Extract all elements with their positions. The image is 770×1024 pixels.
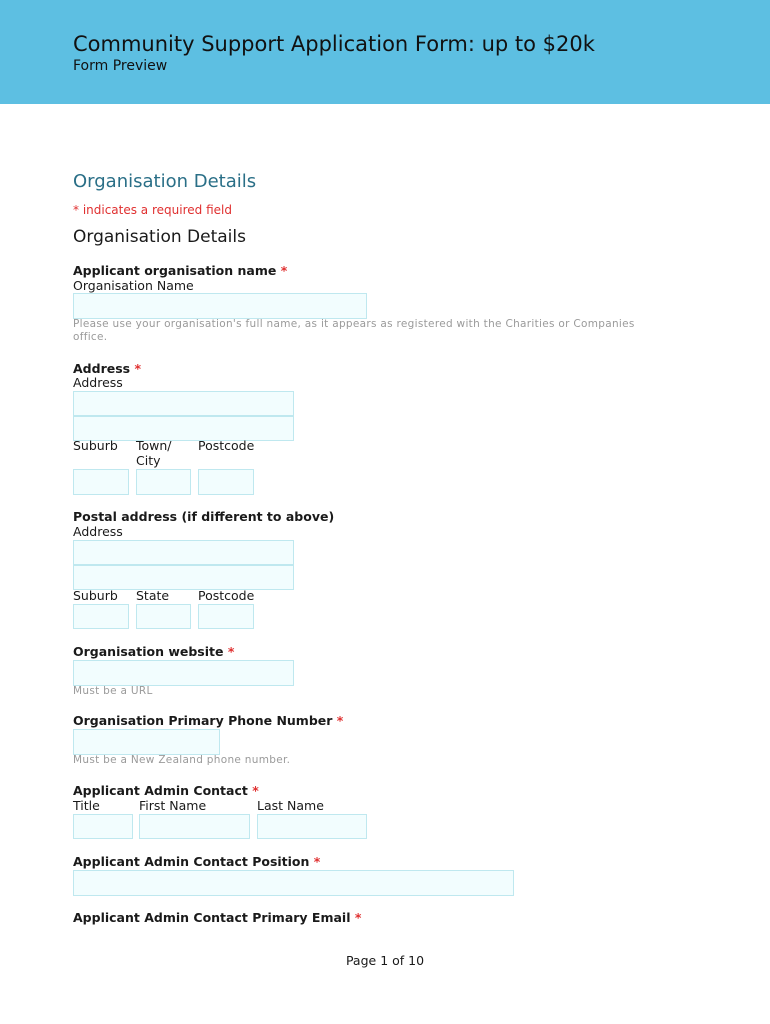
admin-first-name-label: First Name bbox=[139, 798, 207, 813]
section-title: Organisation Details bbox=[73, 171, 257, 192]
required-marker: * bbox=[134, 361, 141, 376]
website-input[interactable] bbox=[73, 660, 294, 686]
page-number: Page 1 of 10 bbox=[345, 953, 425, 968]
required-marker: * bbox=[252, 783, 259, 798]
address-postcode-label: Postcode bbox=[198, 438, 255, 453]
address-town-label-line1: Town/ bbox=[136, 438, 172, 453]
required-marker: * bbox=[313, 854, 321, 869]
admin-last-name-label: Last Name bbox=[257, 798, 324, 813]
phone-label-text: Organisation Primary Phone Number bbox=[73, 713, 333, 728]
website-label-text: Organisation website bbox=[73, 644, 224, 659]
required-marker: * bbox=[336, 713, 344, 728]
postal-suburb-label: Suburb bbox=[73, 588, 118, 603]
address-label bbox=[73, 361, 141, 376]
postal-address-line1-input[interactable] bbox=[73, 540, 294, 565]
required-marker: * bbox=[354, 910, 362, 925]
org-name-input[interactable] bbox=[73, 293, 367, 319]
address-suburb-input[interactable] bbox=[73, 469, 129, 495]
form-title: Community Support Application Form: up to $20k bbox=[73, 32, 595, 56]
postal-postcode-input[interactable] bbox=[198, 604, 254, 629]
org-name-label-text: Applicant organisation name bbox=[73, 263, 277, 278]
postal-postcode-label: Postcode bbox=[198, 588, 255, 603]
admin-position-label-text: Applicant Admin Contact Position bbox=[73, 854, 310, 869]
required-field-note: * indicates a required field bbox=[73, 203, 232, 217]
admin-first-name-input[interactable] bbox=[139, 814, 250, 839]
postal-address-line2-input[interactable] bbox=[73, 565, 294, 590]
postal-suburb-input[interactable] bbox=[73, 604, 129, 629]
admin-position-input[interactable] bbox=[73, 870, 514, 896]
phone-label bbox=[73, 713, 343, 728]
website-help: Must be a URL bbox=[73, 685, 153, 697]
address-town-label-line2: City bbox=[136, 453, 161, 468]
postal-address-label: Postal address (if different to above) bbox=[73, 509, 335, 524]
address-label-text: Address bbox=[73, 361, 131, 376]
postal-address-sublabel: Address bbox=[73, 524, 123, 539]
phone-help: Must be a New Zealand phone number. bbox=[73, 754, 291, 766]
required-marker: * bbox=[280, 263, 288, 278]
website-label bbox=[73, 644, 234, 659]
address-postcode-input[interactable] bbox=[198, 469, 254, 495]
admin-contact-label-text: Applicant Admin Contact bbox=[73, 783, 248, 798]
subsection-title: Organisation Details bbox=[73, 227, 246, 247]
page-header bbox=[0, 0, 770, 104]
admin-last-name-input[interactable] bbox=[257, 814, 367, 839]
address-town-input[interactable] bbox=[136, 469, 191, 495]
postal-state-label: State bbox=[136, 588, 170, 603]
required-marker: * bbox=[227, 644, 235, 659]
admin-title-label: Title bbox=[73, 798, 100, 813]
org-name-help-line1: Please use your organisation's full name, as it appears as registered with the Charities or Companies bbox=[73, 318, 635, 330]
form-subtitle: Form Preview bbox=[73, 58, 168, 74]
admin-position-label bbox=[73, 854, 320, 869]
phone-input[interactable] bbox=[73, 729, 220, 755]
admin-email-label bbox=[73, 910, 361, 925]
org-name-help-line2: office. bbox=[73, 331, 108, 343]
admin-title-input[interactable] bbox=[73, 814, 133, 839]
address-sublabel: Address bbox=[73, 375, 123, 390]
address-line1-input[interactable] bbox=[73, 391, 294, 416]
postal-state-input[interactable] bbox=[136, 604, 191, 629]
org-name-sublabel: Organisation Name bbox=[73, 278, 194, 293]
address-suburb-label: Suburb bbox=[73, 438, 118, 453]
org-name-label bbox=[73, 263, 287, 278]
admin-contact-label bbox=[73, 783, 259, 798]
admin-email-label-text: Applicant Admin Contact Primary Email bbox=[73, 910, 351, 925]
